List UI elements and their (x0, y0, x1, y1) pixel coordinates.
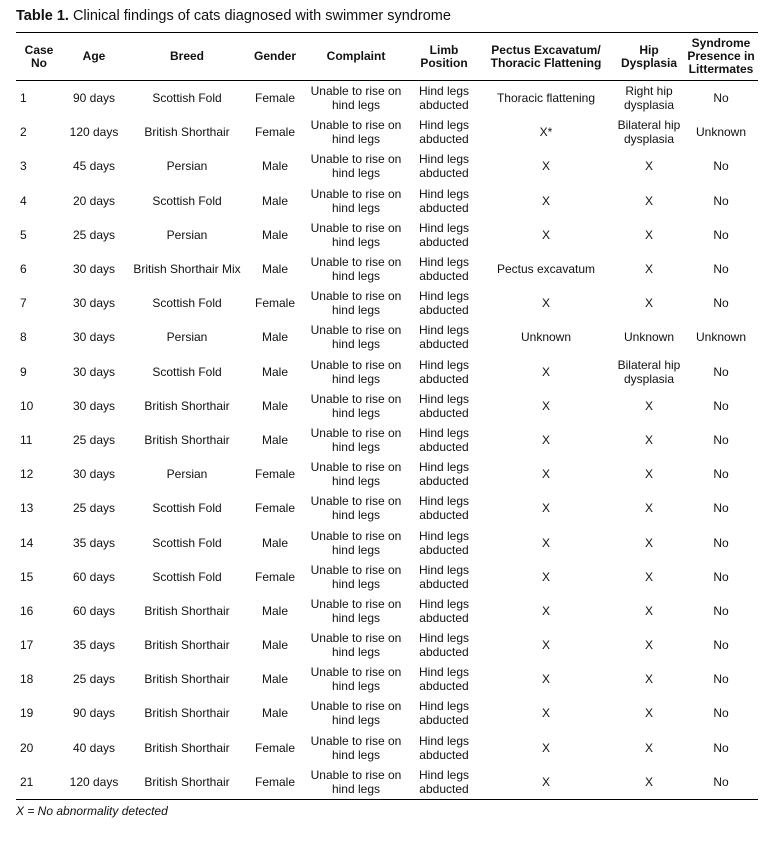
cell-gender: Male (261, 330, 288, 345)
cell-pectus-excavatum: X (541, 296, 550, 311)
cell-littermates: No (713, 501, 729, 516)
cell-gender: Male (261, 706, 288, 721)
table-row (16, 662, 758, 696)
table-row (16, 149, 758, 183)
cell-pectus-excavatum: X* (539, 125, 553, 140)
cell-hip-dysplasia: X (644, 672, 653, 687)
table-row (16, 320, 758, 354)
header-breed: Breed (126, 33, 248, 81)
cell-breed: Persian (166, 330, 208, 345)
cell-case-no: 11 (20, 432, 33, 447)
cell-case-no: 3 (20, 159, 27, 174)
cell-pectus-excavatum: X (541, 432, 550, 447)
cell-gender: Female (248, 765, 302, 800)
cell-case-no: 2 (20, 125, 27, 140)
header-hip-dysplasia: Hip Dysplasia (614, 33, 684, 81)
cell-littermates: No (713, 398, 729, 413)
header-limb-position: Limb Position (410, 33, 478, 81)
cell-breed: British Shorthair (144, 740, 230, 755)
cell-gender: Male (261, 159, 288, 174)
cell-age: 40 days (72, 740, 116, 755)
cell-age: 25 days (72, 227, 116, 242)
cell-breed: Scottish Fold (152, 296, 222, 311)
cell-limb-position: Hind legs abducted (418, 220, 470, 249)
cell-hip-dysplasia: X (644, 398, 653, 413)
cell-littermates: No (713, 91, 729, 106)
table-footnote: X = No abnormality detected (16, 803, 168, 818)
cell-case-no: 6 (20, 262, 27, 277)
cell-breed: British Shorthair (144, 603, 230, 618)
cell-hip-dysplasia: X (644, 501, 653, 516)
cell-breed: Scottish Fold (152, 535, 222, 550)
cell-gender: Female (254, 467, 295, 482)
cell-gender: Male (261, 432, 288, 447)
cell-limb-position: Hind legs abducted (418, 699, 470, 728)
table-row (16, 628, 758, 662)
cell-littermates: No (713, 603, 729, 618)
cell-breed: British Shorthair (144, 638, 230, 653)
cell-complaint: Unable to rise on hind legs (310, 118, 402, 147)
cell-gender: Female (254, 501, 295, 516)
cell-breed: Scottish Fold (152, 193, 222, 208)
cell-complaint: Unable to rise on hind legs (310, 255, 402, 284)
cell-hip-dysplasia: X (614, 765, 684, 800)
table-body (16, 81, 758, 800)
cell-pectus-excavatum: X (541, 672, 550, 687)
cell-complaint: Unable to rise on hind legs (310, 357, 402, 386)
cell-limb-position: Hind legs abducted (418, 391, 470, 420)
cell-case-no: 21 (16, 765, 62, 800)
cell-pectus-excavatum: Pectus excavatum (496, 262, 596, 277)
cell-pectus-excavatum: X (541, 364, 550, 379)
cell-littermates: No (713, 740, 729, 755)
cell-littermates: No (713, 227, 729, 242)
header-row (16, 33, 758, 81)
table-row (16, 423, 758, 457)
cell-pectus-excavatum: X (541, 159, 550, 174)
cell-littermates: No (713, 467, 729, 482)
cell-pectus-excavatum: X (541, 740, 550, 755)
cell-complaint: Unable to rise on hind legs (310, 699, 402, 728)
cell-complaint: Unable to rise on hind legs (310, 289, 402, 318)
cell-gender: Male (261, 638, 288, 653)
cell-limb-position: Hind legs abducted (418, 528, 470, 557)
cell-age: 25 days (72, 501, 116, 516)
cell-pectus-excavatum: X (541, 603, 550, 618)
cell-breed: Persian (166, 467, 208, 482)
cell-littermates: No (713, 569, 729, 584)
cell-case-no: 4 (20, 193, 27, 208)
cell-age: 30 days (72, 296, 116, 311)
cell-complaint: Unable to rise on hind legs (310, 631, 402, 660)
cell-complaint: Unable to rise on hind legs (310, 494, 402, 523)
caption-label: Table 1. (16, 8, 69, 24)
cell-age: 45 days (72, 159, 116, 174)
cell-case-no: 5 (20, 227, 27, 242)
table-row (16, 389, 758, 423)
cell-case-no: 20 (20, 740, 34, 755)
cell-littermates: No (713, 672, 729, 687)
cell-littermates: No (684, 765, 758, 800)
table-row (16, 457, 758, 491)
cell-littermates: No (713, 296, 729, 311)
cell-age: 90 days (72, 91, 116, 106)
cell-age: 120 days (69, 125, 119, 140)
cell-gender: Male (261, 535, 288, 550)
cell-case-no: 7 (20, 296, 27, 311)
header-littermates: Syndrome Presence in Littermates (684, 33, 758, 81)
table-row (16, 252, 758, 286)
cell-pectus-excavatum: Thoracic flattening (496, 91, 596, 106)
cell-case-no: 9 (20, 364, 27, 379)
cell-case-no: 18 (20, 672, 34, 687)
cell-complaint: Unable to rise on hind legs (310, 186, 402, 215)
cell-breed: Scottish Fold (152, 501, 222, 516)
cell-pectus-excavatum: X (541, 398, 550, 413)
cell-case-no: 12 (20, 467, 34, 482)
cell-limb-position: Hind legs abducted (418, 357, 470, 386)
caption-text: Clinical findings of cats diagnosed with swimmer syndrome (68, 8, 451, 24)
cell-case-no: 8 (20, 330, 27, 345)
cell-littermates: No (713, 706, 729, 721)
cell-complaint: Unable to rise on hind legs (310, 562, 402, 591)
cell-complaint: Unable to rise on hind legs (310, 596, 402, 625)
cell-complaint: Unable to rise on hind legs (310, 84, 402, 113)
cell-complaint: Unable to rise on hind legs (310, 733, 402, 762)
cell-hip-dysplasia: X (644, 467, 653, 482)
cell-limb-position: Hind legs abducted (418, 323, 470, 352)
cell-complaint: Unable to rise on hind legs (310, 425, 402, 454)
cell-pectus-excavatum: X (541, 638, 550, 653)
cell-hip-dysplasia: X (644, 227, 653, 242)
cell-hip-dysplasia: X (644, 638, 653, 653)
cell-case-no: 14 (20, 535, 34, 550)
cell-gender: Female (254, 296, 295, 311)
cell-hip-dysplasia: Right hip dysplasia (623, 84, 675, 113)
cell-complaint: Unable to rise on hind legs (310, 460, 402, 489)
cell-limb-position: Hind legs abducted (418, 596, 470, 625)
cell-littermates: No (713, 535, 729, 550)
cell-case-no: 1 (20, 91, 27, 106)
cell-complaint: Unable to rise on hind legs (310, 323, 402, 352)
cell-case-no: 19 (20, 706, 34, 721)
cell-gender: Female (254, 569, 295, 584)
cell-limb-position: Hind legs abducted (418, 460, 470, 489)
cell-breed: British Shorthair Mix (133, 262, 241, 277)
cell-age: 30 days (72, 262, 116, 277)
cell-breed: Scottish Fold (152, 364, 222, 379)
cell-pectus-excavatum: X (541, 193, 550, 208)
cell-age: 60 days (72, 569, 116, 584)
cell-case-no: 13 (20, 501, 34, 516)
cell-limb-position: Hind legs abducted (418, 186, 470, 215)
cell-age: 20 days (72, 193, 116, 208)
cell-case-no: 16 (20, 603, 34, 618)
cell-limb-position: Hind legs abducted (418, 255, 470, 284)
cell-gender: Male (261, 364, 288, 379)
cell-littermates: Unknown (695, 125, 747, 140)
cell-littermates: No (713, 364, 729, 379)
table-caption (16, 6, 758, 26)
cell-limb-position: Hind legs abducted (418, 425, 470, 454)
cell-hip-dysplasia: X (644, 193, 653, 208)
table-row (16, 731, 758, 765)
cell-gender: Male (261, 398, 288, 413)
cell-case-no: 10 (20, 398, 34, 413)
cell-limb-position: Hind legs abducted (418, 118, 470, 147)
cell-age: 25 days (72, 672, 116, 687)
cell-littermates: No (713, 262, 729, 277)
header-age: Age (62, 33, 126, 81)
cell-littermates: Unknown (695, 330, 747, 345)
cell-limb-position: Hind legs abducted (418, 631, 470, 660)
cell-age: 30 days (72, 330, 116, 345)
cell-case-no: 17 (20, 638, 34, 653)
cell-limb-position: Hind legs abducted (418, 562, 470, 591)
table-row (16, 594, 758, 628)
cell-hip-dysplasia: X (644, 159, 653, 174)
cell-pectus-excavatum: X (541, 535, 550, 550)
cell-hip-dysplasia: X (644, 262, 653, 277)
cell-limb-position: Hind legs abducted (418, 494, 470, 523)
cell-hip-dysplasia: Unknown (623, 330, 675, 345)
cell-age: 30 days (72, 398, 116, 413)
cell-hip-dysplasia: X (644, 569, 653, 584)
cell-limb-position: Hind legs abducted (410, 765, 478, 800)
cell-gender: Male (261, 672, 288, 687)
cell-pectus-excavatum: X (541, 467, 550, 482)
cell-breed: Scottish Fold (152, 91, 222, 106)
cell-gender: Male (261, 262, 288, 277)
cell-pectus-excavatum: X (541, 569, 550, 584)
cell-hip-dysplasia: X (644, 740, 653, 755)
cell-limb-position: Hind legs abducted (418, 152, 470, 181)
cell-age: 25 days (72, 432, 116, 447)
cell-age: 30 days (72, 364, 116, 379)
cell-hip-dysplasia: Bilateral hip dysplasia (617, 118, 681, 147)
cell-case-no: 15 (20, 569, 34, 584)
cell-age: 30 days (72, 467, 116, 482)
cell-pectus-excavatum: X (541, 706, 550, 721)
cell-age: 90 days (72, 706, 116, 721)
cell-littermates: No (713, 193, 729, 208)
cell-complaint: Unable to rise on hind legs (302, 765, 410, 800)
cell-gender: Male (261, 603, 288, 618)
header-gender: Gender (248, 33, 302, 81)
table-row (16, 491, 758, 525)
cell-breed: Scottish Fold (152, 569, 222, 584)
cell-complaint: Unable to rise on hind legs (310, 391, 402, 420)
cell-breed: Persian (166, 159, 208, 174)
table-row (16, 560, 758, 594)
table-row (16, 525, 758, 559)
cell-age: 60 days (72, 603, 116, 618)
cell-gender: Female (254, 740, 295, 755)
header-pectus-excavatum: Pectus Excavatum/ Thoracic Flattening (478, 33, 614, 81)
cell-pectus-excavatum: X (541, 501, 550, 516)
cell-littermates: No (713, 638, 729, 653)
header-case-no: Case No (16, 33, 62, 81)
table-row (16, 765, 758, 800)
table-row (16, 115, 758, 149)
table-row (16, 286, 758, 320)
cell-hip-dysplasia: Bilateral hip dysplasia (617, 357, 681, 386)
table-row (16, 184, 758, 218)
cell-breed: British Shorthair (144, 125, 230, 140)
table-row (16, 355, 758, 389)
cell-gender: Female (254, 125, 295, 140)
cell-breed: British Shorthair (144, 672, 230, 687)
cell-littermates: No (713, 432, 729, 447)
cell-limb-position: Hind legs abducted (418, 84, 470, 113)
cell-complaint: Unable to rise on hind legs (310, 152, 402, 181)
table-row (16, 81, 758, 116)
cell-complaint: Unable to rise on hind legs (310, 528, 402, 557)
cell-hip-dysplasia: X (644, 432, 653, 447)
cell-hip-dysplasia: X (644, 296, 653, 311)
cell-breed: British Shorthair (126, 765, 248, 800)
cell-complaint: Unable to rise on hind legs (310, 665, 402, 694)
cell-complaint: Unable to rise on hind legs (310, 220, 402, 249)
cell-pectus-excavatum: X (478, 765, 614, 800)
cell-age: 35 days (72, 638, 116, 653)
cell-breed: British Shorthair (144, 432, 230, 447)
cell-breed: British Shorthair (144, 398, 230, 413)
table-row (16, 696, 758, 730)
cell-gender: Male (261, 193, 288, 208)
cell-limb-position: Hind legs abducted (418, 289, 470, 318)
cell-hip-dysplasia: X (644, 706, 653, 721)
cell-age: 35 days (72, 535, 116, 550)
cell-hip-dysplasia: X (644, 603, 653, 618)
table-row (16, 218, 758, 252)
table-figure (16, 6, 758, 818)
cell-gender: Male (261, 227, 288, 242)
cell-littermates: No (713, 159, 729, 174)
cell-breed: British Shorthair (144, 706, 230, 721)
clinical-findings-table (16, 32, 758, 800)
cell-limb-position: Hind legs abducted (418, 733, 470, 762)
cell-age: 120 days (62, 765, 126, 800)
cell-gender: Female (254, 91, 295, 106)
cell-breed: Persian (166, 227, 208, 242)
cell-pectus-excavatum: X (541, 227, 550, 242)
cell-hip-dysplasia: X (644, 535, 653, 550)
cell-limb-position: Hind legs abducted (418, 665, 470, 694)
header-complaint: Complaint (302, 33, 410, 81)
cell-pectus-excavatum: Unknown (520, 330, 572, 345)
